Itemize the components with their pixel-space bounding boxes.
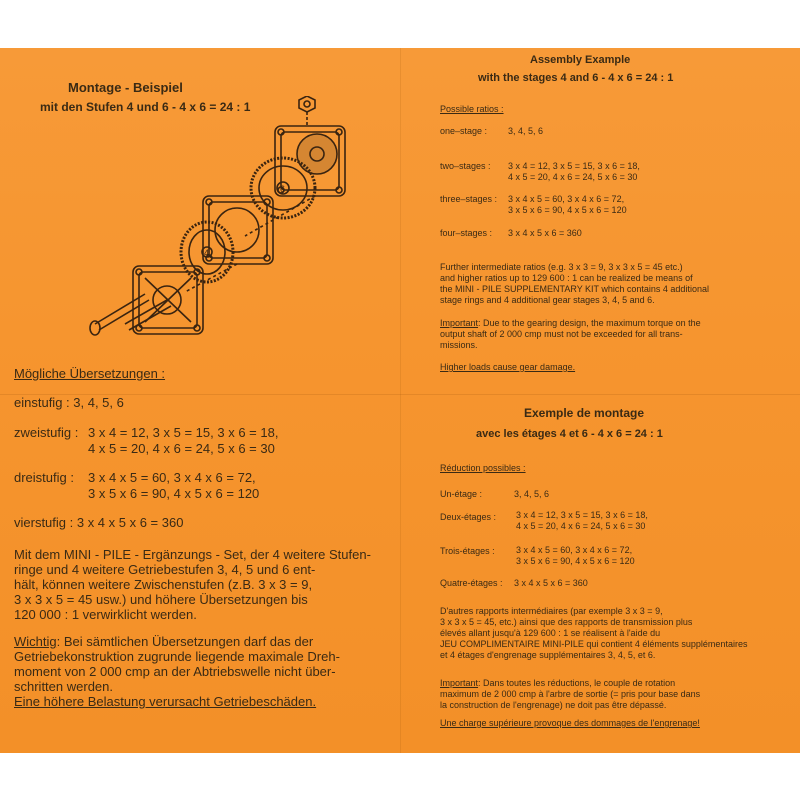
german-important-label: Wichtig [14,634,57,649]
german-ratios-heading: Mögliche Übersetzungen : [14,366,166,381]
gear-label-4: 4 [204,248,210,258]
german-warning: Eine höhere Belastung verursacht Getriebeschäden. [14,694,317,709]
german-important-line: Getriebekonstruktion zugrunde liegende maximale Dreh- [14,649,340,664]
german-three-label: dreistufig : [14,470,74,485]
french-kit-line: D'autres rapports intermédiaires (par exemple 3 x 3 = 9, [440,606,663,616]
german-three-line2: 3 x 5 x 6 = 90, 4 x 5 x 6 = 120 [88,486,260,501]
english-title: Assembly Example [530,54,631,66]
english-two-line1: 3 x 4 = 12, 3 x 5 = 15, 3 x 6 = 18, [508,161,640,171]
fold-line-vertical [400,48,401,753]
french-important-label: Important [440,678,479,688]
gear-label-6: 6 [280,184,286,194]
german-kit-line: hält, können weitere Zwischenstufen (z.B. 3 x 3 = 9, [14,577,313,592]
french-two-label: Deux-étages : [440,512,497,522]
english-four-values: 3 x 4 x 5 x 6 = 360 [508,228,582,238]
french-warning: Une charge supérieure provoque des dommages de l'engrenage! [440,718,700,728]
german-four-stage: vierstufig : 3 x 4 x 5 x 6 = 360 [14,515,184,530]
english-three-line1: 3 x 4 x 5 = 60, 3 x 4 x 6 = 72, [508,194,625,204]
german-one-stage: einstufig : 3, 4, 5, 6 [14,395,124,410]
german-three-line1: 3 x 4 x 5 = 60, 3 x 4 x 6 = 72, [88,470,256,485]
french-kit-line: 3 x 3 x 5 = 45, etc.) ainsi que des rapports de transmission plus [440,617,693,627]
french-kit-line: JEU COMPLIMENTAIRE MINI-PILE qui contient 4 éléments supplémentaires [440,639,748,649]
english-two-line2: 4 x 5 = 20, 4 x 6 = 24, 5 x 6 = 30 [508,172,638,182]
english-kit-line: and higher ratios up to 129 600 : 1 can be realized be means of [440,273,693,283]
french-kit-line: élevés allant jusqu'à 129 600 : 1 se réalisent à l'aide du [440,628,661,638]
french-four-values: 3 x 4 x 5 x 6 = 360 [514,578,588,588]
german-kit-line: 120 000 : 1 verwirklicht werden. [14,607,197,622]
stage-ring-icon [203,196,273,264]
english-warning: Higher loads cause gear damage. [440,362,576,372]
french-kit-line: et 4 étages d'engrenage supplémentaires 3, 4, 5, et 6. [440,650,656,660]
english-important-text: : Due to the gearing design, the maximum torque on the [478,318,701,328]
french-two-line1: 3 x 4 = 12, 3 x 5 = 15, 3 x 6 = 18, [516,510,648,520]
german-two-line1: 3 x 4 = 12, 3 x 5 = 15, 3 x 6 = 18, [88,425,279,440]
english-kit-line: Further intermediate ratios (e.g. 3 x 3 = 9, 3 x 3 x 5 = 45 etc.) [440,262,683,272]
french-four-label: Quatre-étages : [440,578,503,588]
french-important-line [440,678,675,689]
french-title: Exemple de montage [524,406,645,420]
nut-icon [299,96,315,112]
german-important-line [14,634,313,650]
german-important-text: : Bei sämtlichen Übersetzungen darf das der [56,634,314,649]
german-kit-line: 3 x 3 x 5 = 45 usw.) und höhere Übersetzungen bis [14,592,308,607]
german-subtitle: mit den Stufen 4 und 6 - 4 x 6 = 24 : 1 [40,100,251,114]
english-kit-line: stage rings and 4 additional gear stages 3, 4, 5 and 6. [440,295,655,305]
english-three-line2: 3 x 5 x 6 = 90, 4 x 5 x 6 = 120 [508,205,627,215]
french-three-label: Trois-étages : [440,546,495,556]
french-subtitle: avec les étages 4 et 6 - 4 x 6 = 24 : 1 [476,428,663,440]
german-title: Montage - Beispiel [68,80,183,95]
german-important-line: moment von 2 000 cmp an der Abtriebswelle nicht über- [14,664,336,679]
english-four-label: four–stages : [440,228,493,238]
german-kit-line: Mit dem MINI - PILE - Ergänzungs - Set, der 4 weitere Stufen- [14,547,371,562]
english-important-line: output shaft of 2 000 cmp must not be exceeded for all trans- [440,329,683,339]
french-important-line: la construction de l'engrenage) ne doit pas être dépassé. [440,700,667,710]
english-important-label: Important [440,318,479,328]
french-ratios-heading: Réduction possibles : [440,463,526,473]
top-housing-icon [275,126,345,196]
english-subtitle: with the stages 4 and 6 - 4 x 6 = 24 : 1 [478,72,674,84]
english-one-values: 3, 4, 5, 6 [508,126,544,136]
english-important-line [440,318,701,329]
english-three-label: three–stages : [440,194,498,204]
german-two-label: zweistufig : [14,425,79,440]
french-three-line1: 3 x 4 x 5 = 60, 3 x 4 x 6 = 72, [516,545,633,555]
english-important-line: missions. [440,340,478,350]
german-kit-line: ringe und 4 weitere Getriebestufen 3, 4, 5 und 6 ent- [14,562,316,577]
french-three-line2: 3 x 5 x 6 = 90, 4 x 5 x 6 = 120 [516,556,635,566]
english-two-label: two–stages : [440,161,491,171]
french-important-line: maximum de 2 000 cmp à l'arbre de sortie (= pris pour base dans [440,689,701,699]
gearbox-exploded-drawing [85,96,375,346]
french-important-text: : Dans toutes les réductions, le couple de rotation [478,678,676,688]
english-one-label: one–stage : [440,126,488,136]
french-one-values: 3, 4, 5, 6 [514,489,550,499]
french-two-line2: 4 x 5 = 20, 4 x 6 = 24, 5 x 6 = 30 [516,521,646,531]
english-ratios-heading: Possible ratios : [440,104,504,114]
german-two-line2: 4 x 5 = 20, 4 x 6 = 24, 5 x 6 = 30 [88,441,275,456]
english-kit-line: the MINI - PILE SUPPLEMENTARY KIT which contains 4 additional [440,284,709,294]
german-important-line: schritten werden. [14,679,113,694]
french-one-label: Un-étage : [440,489,483,499]
